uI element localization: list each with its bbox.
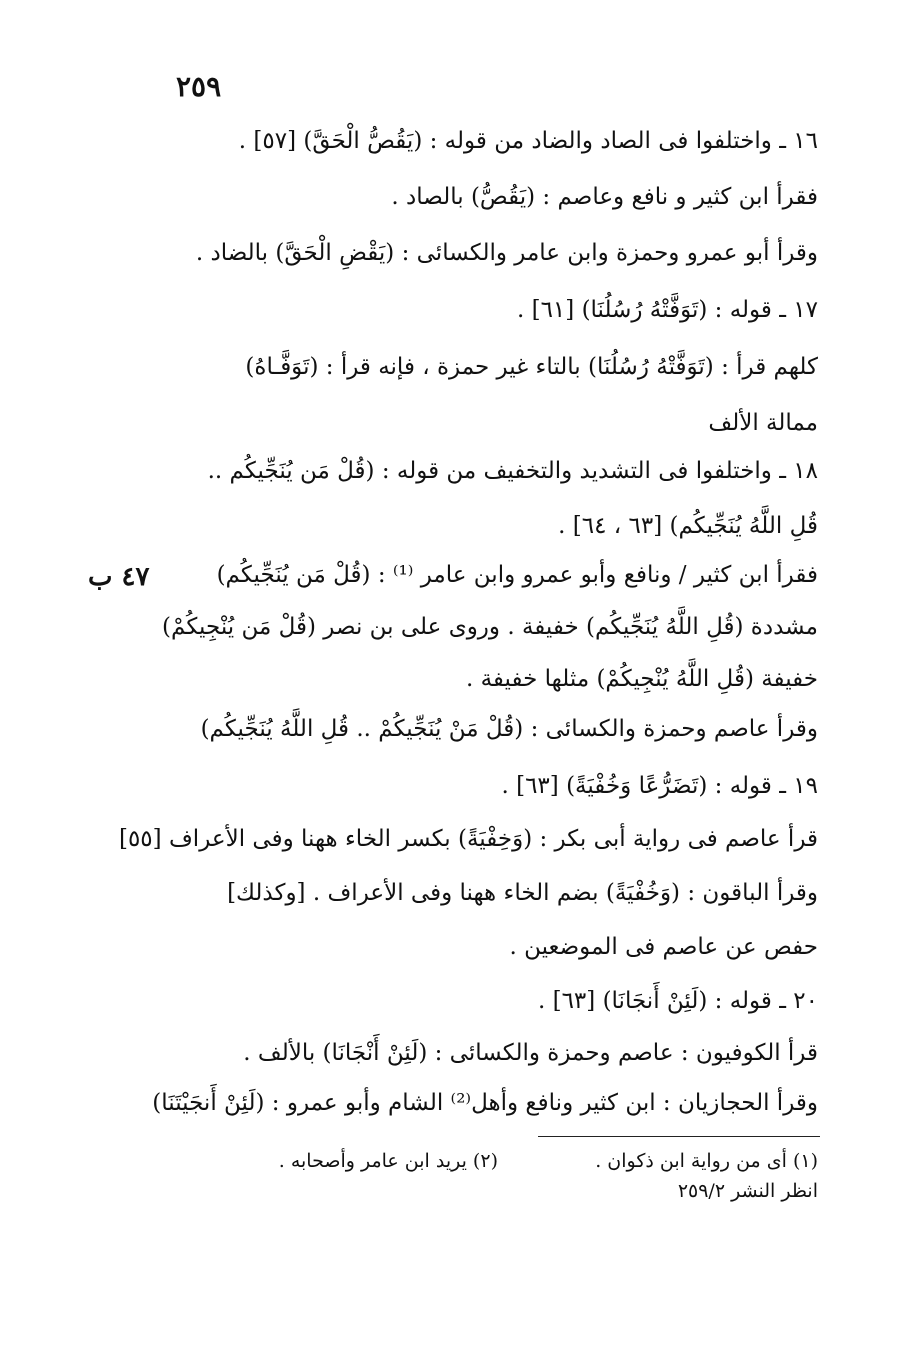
line-khafifa: خفيفة (قُلِ اللَّهُ يُنْجِيكُمْ) مثلها خفيفة . [465,666,818,692]
line-item-18: ١٨ ـ واختلفوا فى التشديد والتخفيف من قوله : (قُلْ مَن يُنَجِّيكُم .. [207,458,818,484]
page-number: ٢٥٩ [176,70,222,103]
margin-folio-note: ٤٧ ب [88,562,150,592]
line-mushaddada: مشددة (قُلِ اللَّهُ يُنَجِّيكُم) خفيفة . وروى على بن نصر (قُلْ مَن يُنْجِيكُمْ) [162,614,818,640]
line-item-16: ١٦ ـ واختلفوا فى الصاد والضاد من قوله : (يَقُصُّ الْحَقَّ) [٥٧] . [238,128,818,154]
footnote-1: (١) أى من رواية ابن ذكوان . [595,1150,818,1172]
line-reading-ibn-kathir-2: فقرأ ابن كثير / ونافع وأبو عمرو وابن عامر ⁽¹⁾ : (قُلْ مَن يُنَجِّيكُم) [216,562,818,588]
line-reading-asim-abu-bakr: قرأ عاصم فى رواية أبى بكر : (وَخِفْيَةً) بكسر الخاء ههنا وفى الأعراف [٥٥] [118,826,818,852]
line-reading-abu-amr: وقرأ أبو عمرو وحمزة وابن عامر والكسائى : (يَقْضِ الْحَقَّ) بالضاد . [195,240,818,266]
line-mumala: ممالة الألف [708,410,818,436]
line-kulluhum: كلهم قرأ : (تَوَفَّتْهُ رُسُلُنَا) بالتاء غير حمزة ، فإنه قرأ : (تَوَفَّـاهُ) [245,354,818,380]
line-item-20: ٢٠ ـ قوله : (لَئِنْ أَنجَانَا) [٦٣] . [537,988,818,1014]
line-reading-asim: وقرأ عاصم وحمزة والكسائى : (قُلْ مَنْ يُنَجِّيكُمْ .. قُلِ اللَّهُ يُنَجِّيكُم) [200,716,818,742]
line-reading-hijaziyan: وقرأ الحجازيان : ابن كثير ونافع وأهل⁽²⁾ الشام وأبو عمرو : (لَئِنْ أَنجَيْتَنَا) [152,1090,818,1116]
footnote-2: (٢) يريد ابن عامر وأصحابه . [278,1150,498,1172]
line-item-18-cont: قُلِ اللَّهُ يُنَجِّيكُم) [٦٣ ، ٦٤] . [558,513,818,539]
footnote-reference: انظر النشر ٢٥٩/٢ [677,1180,818,1202]
line-reading-baqun: وقرأ الباقون : (وَخُفْيَةً) بضم الخاء ههنا وفى الأعراف . [وكذلك] [227,880,818,906]
line-hafs: حفص عن عاصم فى الموضعين . [509,934,818,960]
footnote-divider [538,1136,820,1137]
line-reading-kufiyyun: قرأ الكوفيون : عاصم وحمزة والكسائى : (لَئِنْ أَنْجَانَا) بالألف . [243,1040,818,1066]
line-reading-ibn-kathir: فقرأ ابن كثير و نافع وعاصم : (يَقُصُّ) بالصاد . [391,184,818,210]
line-item-17: ١٧ ـ قوله : (تَوَفَّتْهُ رُسُلُنَا) [٦١] . [516,297,818,323]
line-item-19: ١٩ ـ قوله : (تَضَرُّعًا وَخُفْيَةً) [٦٣] . [501,773,818,799]
